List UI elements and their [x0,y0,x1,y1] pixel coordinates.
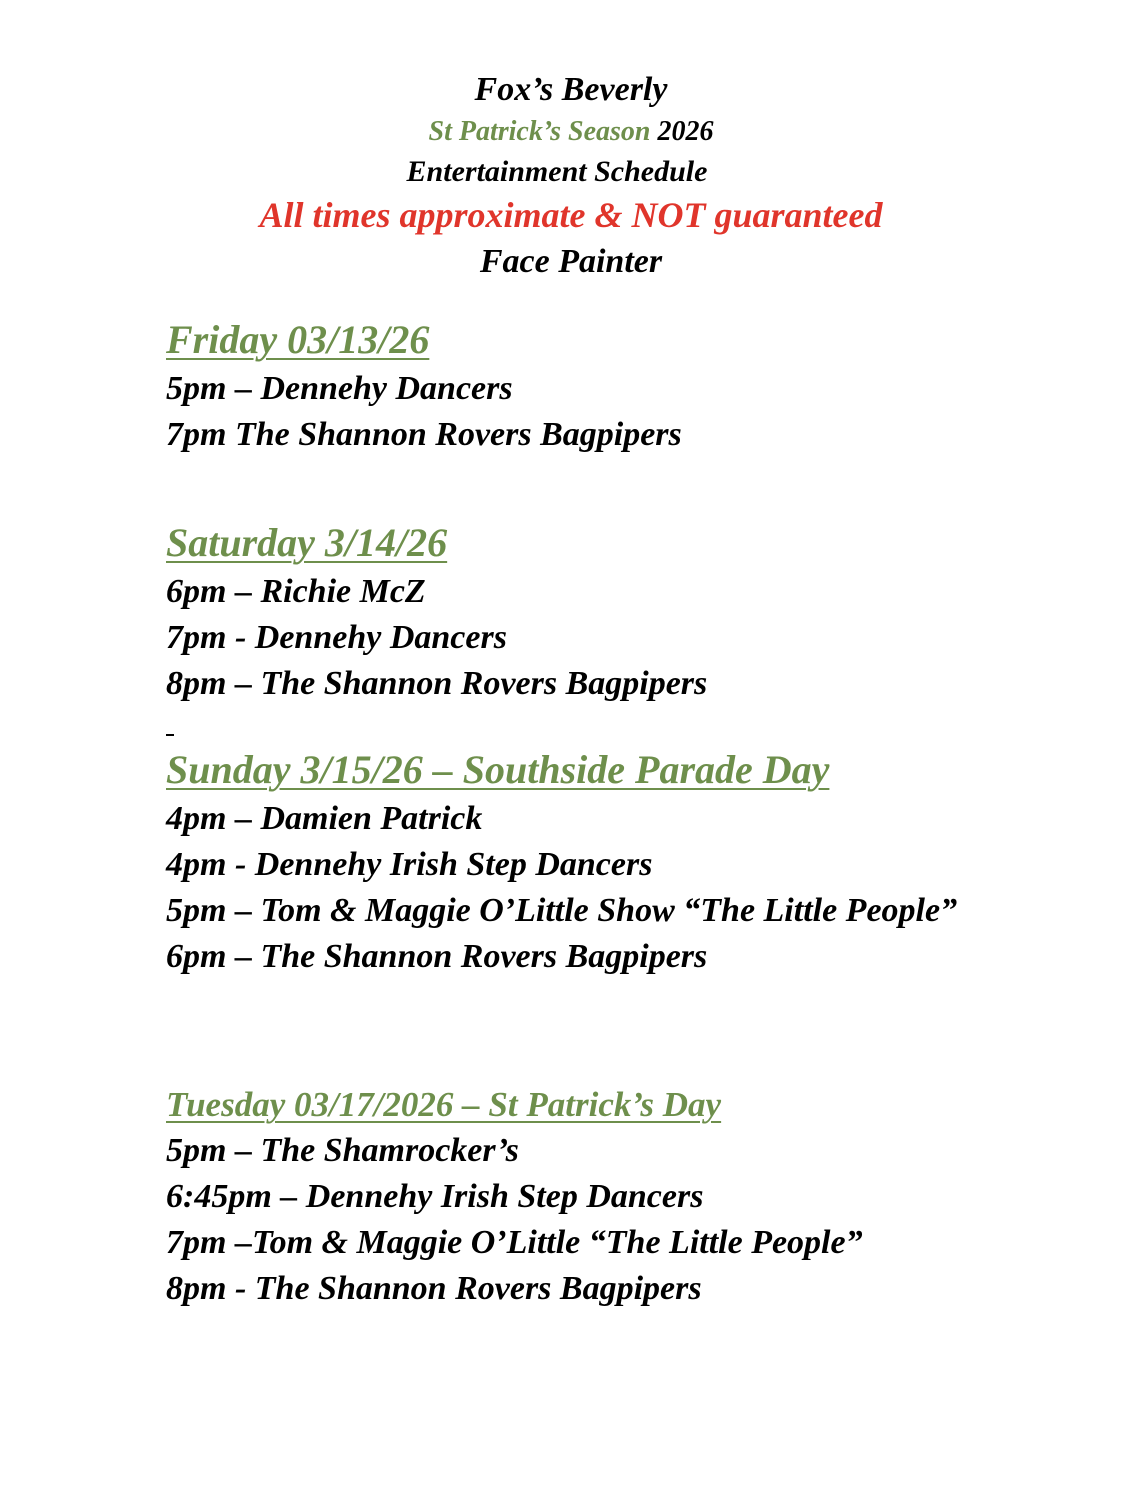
event-item: 6pm – Richie McZ [166,573,426,610]
day-heading: Friday 03/13/26 [166,317,430,362]
underline-mark [166,734,174,736]
day-block-tuesday [166,1082,1066,1312]
event-item: 4pm - Dennehy Irish Step Dancers [166,846,653,883]
event-item: 4pm – Damien Patrick [166,800,483,837]
event-item: 8pm - The Shannon Rovers Bagpipers [166,1270,702,1307]
event-item: 7pm - Dennehy Dancers [166,619,507,656]
day-block-sunday [166,744,1066,980]
venue-title: Fox’s Beverly [474,71,668,108]
event-item: 5pm – Tom & Maggie O’Little Show “The Little People” [166,892,958,929]
event-item: 8pm – The Shannon Rovers Bagpipers [166,665,708,702]
day-heading: Sunday 3/15/26 – Southside Parade Day [166,747,830,792]
event-item: 6:45pm – Dennehy Irish Step Dancers [166,1178,704,1215]
day-heading: Tuesday 03/17/2026 – St Patrick’s Day [166,1085,722,1124]
day-block-friday [166,314,1066,458]
event-item: 5pm – Dennehy Dancers [166,370,513,407]
face-painter-note: Face Painter [479,243,663,280]
season-name: St Patrick’s Season [428,116,651,147]
day-block-saturday [166,517,1066,707]
times-disclaimer: All times approximate & NOT guaranteed [259,195,883,235]
event-item: 7pm –Tom & Maggie O’Little “The Little People” [166,1224,863,1261]
schedule-header [0,68,1124,286]
event-item: 6pm – The Shannon Rovers Bagpipers [166,938,708,975]
season-line [18,112,1124,152]
event-item: 5pm – The Shamrocker’s [166,1132,519,1169]
day-heading: Saturday 3/14/26 [166,520,448,565]
schedule-subtitle: Entertainment Schedule [406,155,708,188]
season-year: 2026 [657,116,714,147]
event-item: 7pm The Shannon Rovers Bagpipers [166,416,682,453]
